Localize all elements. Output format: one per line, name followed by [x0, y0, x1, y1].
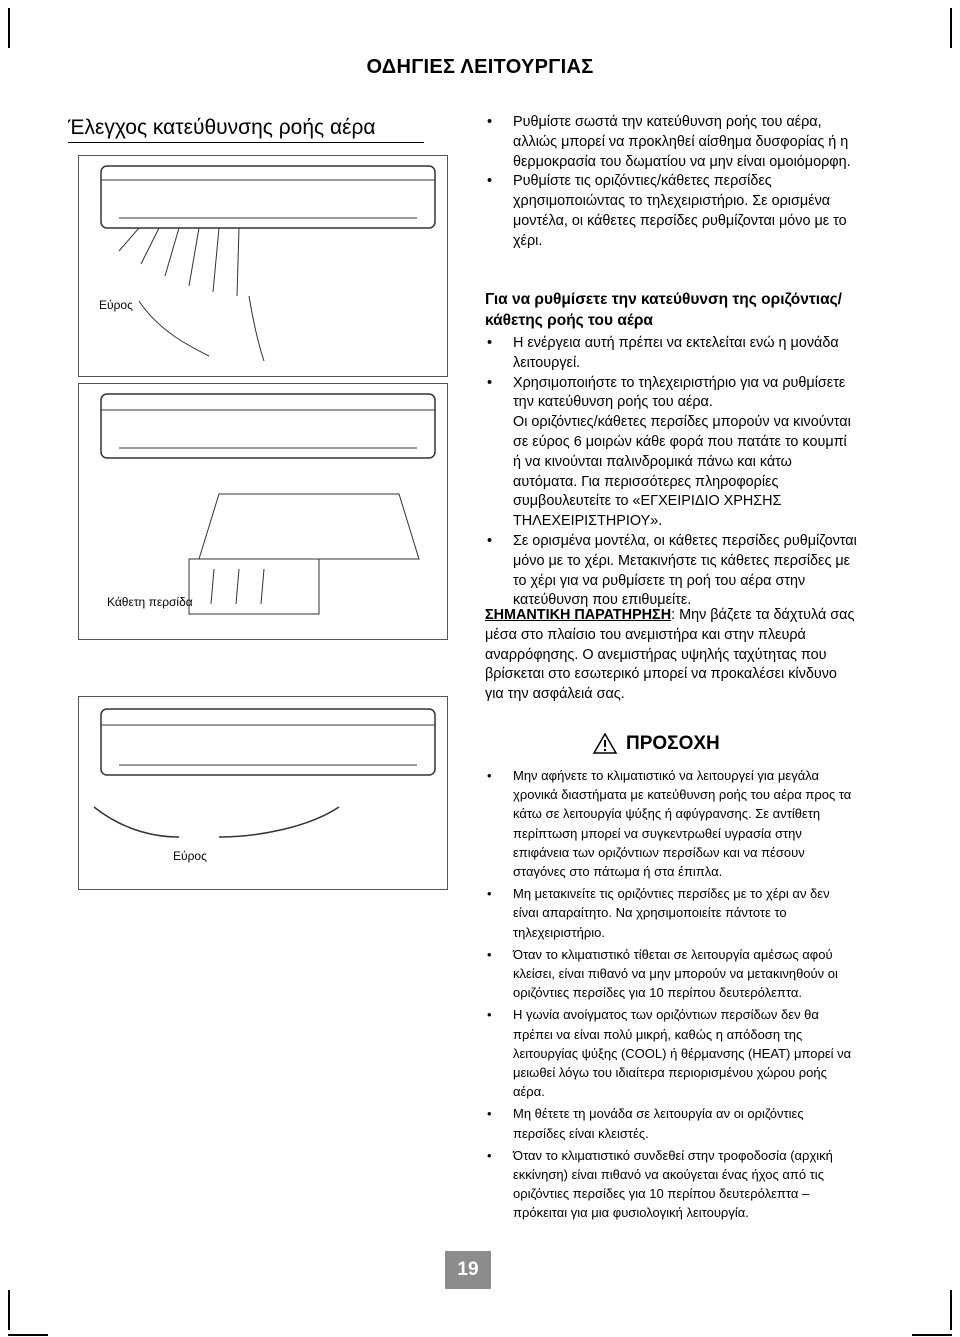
- caution-title: ΠΡΟΣΟΧΗ: [626, 732, 720, 754]
- list-item: • Μη μετακινείτε τις οριζόντιες περσίδες με το χέρι αν δεν είναι απαραίτητο. Να χρησιμοποιείτε πάντοτε το τηλεχειριστήριο.: [485, 884, 857, 942]
- list-item: • Όταν το κλιματιστικό τίθεται σε λειτουργία αμέσως αφού κλείσει, είναι πιθανό να μην μπορούν να μετακινηθούν οι οριζόντιες περσίδες για 10 περίπου δευτερόλεπτα.: [485, 945, 857, 1003]
- figure-label: Εύρος: [173, 849, 207, 863]
- figure-vertical-louver: [78, 383, 448, 640]
- crop-mark: [950, 8, 952, 48]
- figure-label: Εύρος: [99, 298, 133, 312]
- list-item: • Η ενέργεια αυτή πρέπει να εκτελείται ενώ η μονάδα λειτουργεί.: [485, 334, 857, 374]
- list-item: • Όταν το κλιματιστικό συνδεθεί στην τροφοδοσία (αρχική εκκίνηση) είναι πιθανό να ακούγεται ένας ήχος από τις οριζόντιες περσίδες για 10 περίπου δευτερόλεπτα – πρόκειται για μια φυσιολογική λειτουργία.: [485, 1146, 857, 1223]
- ac-unit-illustration: [79, 697, 447, 889]
- important-note: [485, 606, 857, 705]
- figure-airflow-range: [78, 696, 448, 890]
- list-item: • Ρυθμίστε τις οριζόντιες/κάθετες περσίδες χρησιμοποιώντας το τηλεχειριστήριο. Σε ορισμένα μοντέλα, οι κάθετες περσίδες ρυθμίζονται μόνο με το χέρι.: [485, 172, 857, 251]
- list-item: • Μη θέτετε τη μονάδα σε λειτουργία αν οι οριζόντιες περσίδες είναι κλειστές.: [485, 1104, 857, 1142]
- page-number: 19: [445, 1251, 491, 1289]
- note-label: ΣΗΜΑΝΤΙΚΗ ΠΑΡΑΤΗΡΗΣΗ: [485, 607, 672, 623]
- list-item-continuation: Οι οριζόντιες/κάθετες περσίδες μπορούν να κινούνται σε εύρος 6 μοιρών κάθε φορά που πατάτε το κουμπί ή να κινούνται παλινδρομικά πάνω και κάτω αυτόματα. Για περισσότερες πληροφορίες συμβουλευτείτε το «ΕΓΧΕΙΡΙΔΙΟ ΧΡΗΣΗΣ ΤΗΛΕΧΕΙΡΙΣΤΗΡΙΟΥ».: [513, 414, 851, 530]
- list-item: • Μην αφήνετε το κλιματιστικό να λειτουργεί για μεγάλα χρονικά διαστήματα με κατεύθυνση ροής του αέρα προς τα κάτω σε λειτουργία ψύξης ή αφύγρανσης. Σε αντίθετη περίπτωση μπορεί να συγκεντρωθεί υγρασία στην επιφάνεια των οριζόντιων περσίδων και να πέσουν σταγόνες στο πάτωμα ή στα έπιπλα.: [485, 766, 857, 881]
- sub-heading: Για να ρυθμίσετε την κατεύθυνση της οριζόντιας/κάθετης ροής του αέρα: [485, 291, 842, 329]
- crop-mark: [950, 1290, 952, 1330]
- list-item: • Σε ορισμένα μοντέλα, οι κάθετες περσίδες ρυθμίζονται μόνο με το χέρι. Μετακινήστε τις κάθετες περσίδες με το χέρι για να ρυθμίσετε τη ροή του αέρα στην κατεύθυνση που επιθυμείτε.: [485, 532, 857, 611]
- note-text: : Μην βάζετε τα δάχτυλά σας μέσα στο πλαίσιο του ανεμιστήρα και στην πλευρά αναρρόφησης. Ο ανεμιστήρας υψηλής ταχύτητας που βρίσκεται στο εσωτερικό μπορεί να προκαλέσει κίνδυνο για την ασφάλειά σας.: [485, 607, 855, 703]
- steps-list: [485, 334, 857, 611]
- crop-mark: [912, 1334, 952, 1336]
- figure-horizontal-louver: [78, 155, 448, 377]
- crop-mark: [8, 1334, 48, 1336]
- caution-heading: [592, 732, 720, 755]
- warning-icon: [592, 732, 618, 755]
- list-item: • Η γωνία ανοίγματος των οριζόντιων περσίδων δεν θα πρέπει να είναι πολύ μικρή, καθώς η απόδοση της λειτουργίας ψύξης (COOL) ή θέρμανσης (HEAT) μπορεί να μειωθεί λόγω του ιδιαίτερα περιορισμένου χώρου ροής αέρα.: [485, 1005, 857, 1101]
- list-item: • Χρησιμοποιήστε το τηλεχειριστήριο για να ρυθμίσετε την κατεύθυνση ροής του αέρα.: [485, 374, 857, 414]
- page-header: ΟΔΗΓΙΕΣ ΛΕΙΤΟΥΡΓΙΑΣ: [366, 56, 594, 78]
- list-item: • Ρυθμίστε σωστά την κατεύθυνση ροής του αέρα, αλλιώς μπορεί να προκληθεί αίσθημα δυσφορίας ή η θερμοκρασία του δωματίου να μην είναι ομοιόμορφη.: [485, 113, 857, 172]
- caution-list: [485, 766, 857, 1226]
- crop-mark: [8, 8, 10, 48]
- ac-unit-illustration: [79, 156, 447, 376]
- figure-label: Κάθετη περσίδα: [107, 595, 193, 609]
- section-title: Έλεγχος κατεύθυνσης ροής αέρα: [68, 116, 424, 143]
- crop-mark: [8, 1290, 10, 1330]
- intro-list: [485, 113, 857, 252]
